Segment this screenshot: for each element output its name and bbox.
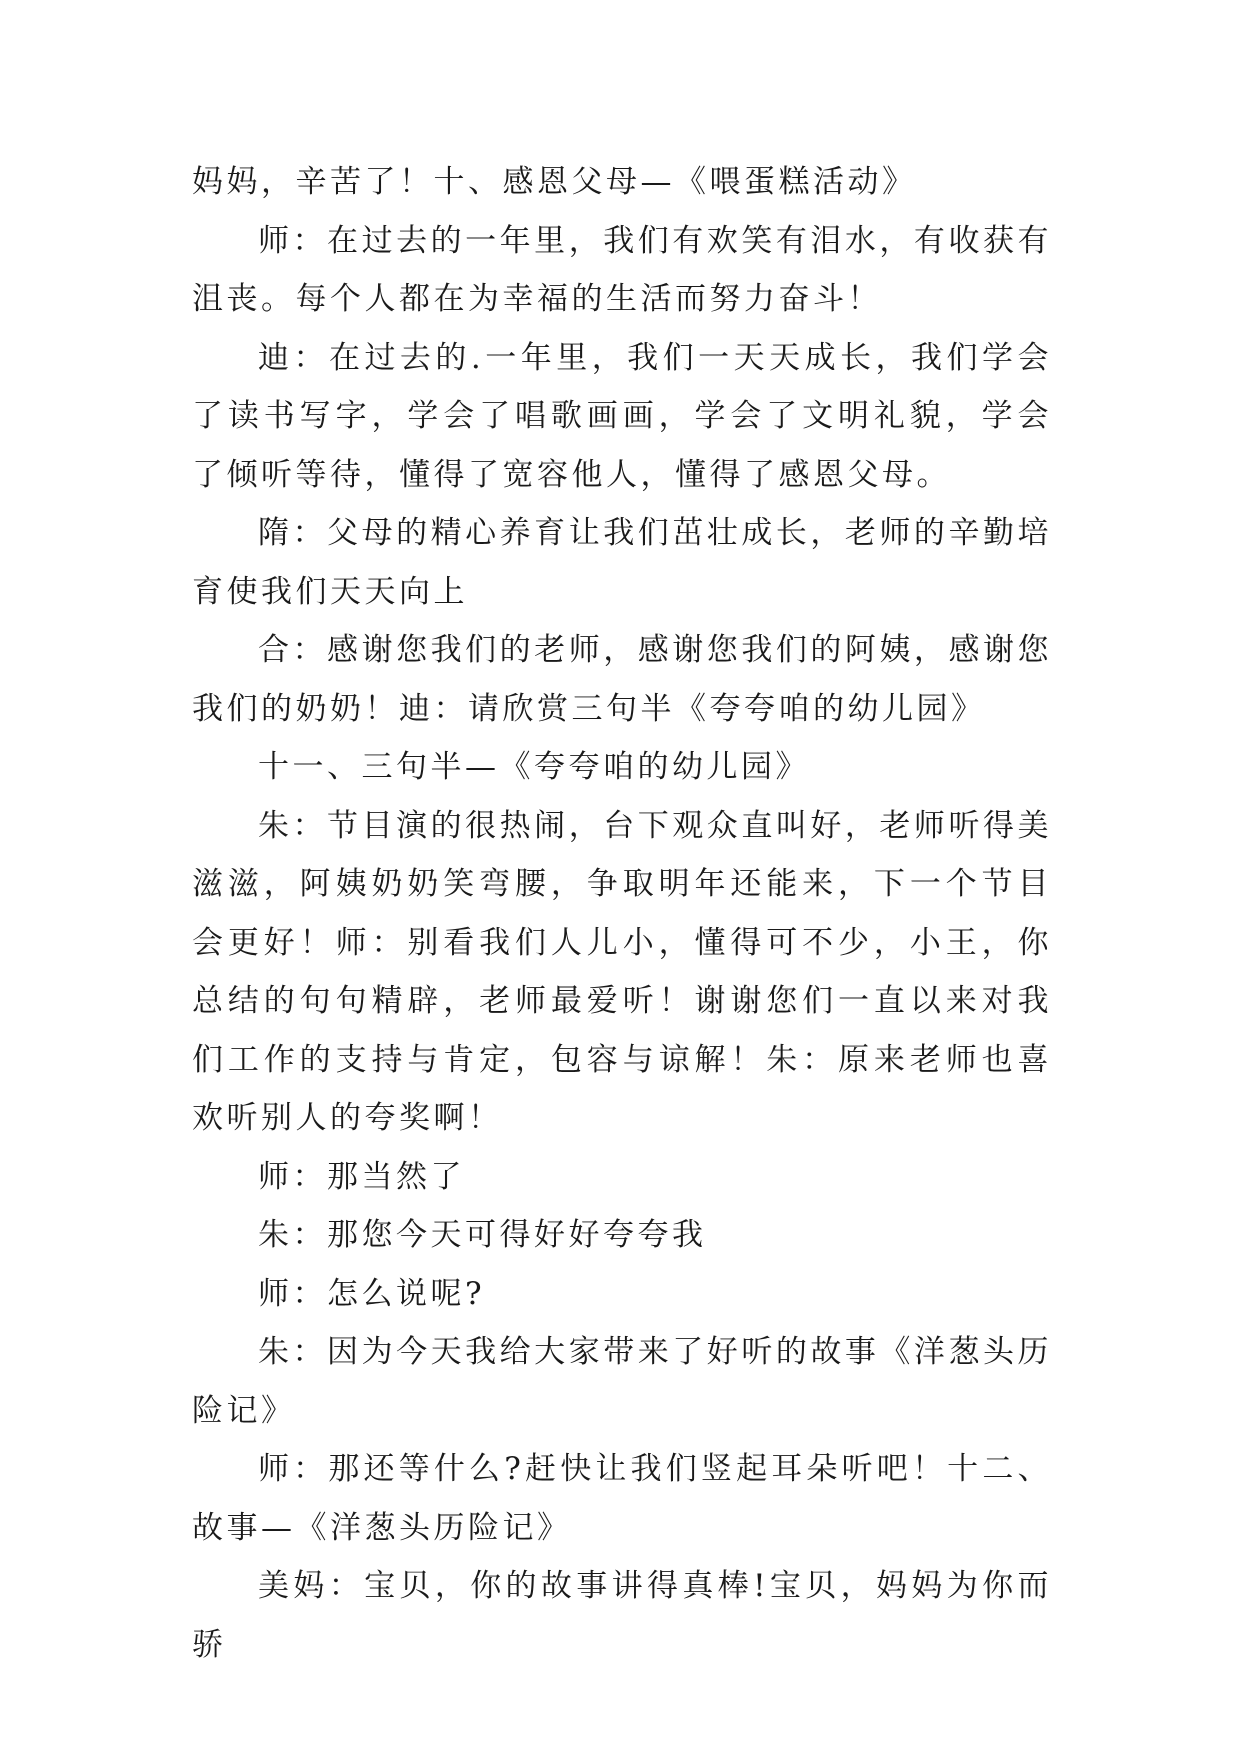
paragraph: 师：怎么说呢?: [258, 1275, 486, 1312]
paragraph: 十一、三句半—《夸夸咱的幼儿园》: [258, 749, 810, 785]
paragraph: 朱：节目演的很热闹，台下观众直叫好，老师听得美滋滋，阿姨奶奶笑弯腰，争取明年还能来，下一个节目会更好！师：别看我们人儿小，懂得可不少，小王，你总结的句句精辟，老师最爱听！谢谢您们一直以来对我们工作的支持与肯定，包容与谅解！朱：原来老师也喜欢听别人的夸奖啊！: [192, 807, 1052, 1136]
document-body: [192, 153, 1052, 1674]
paragraph: 朱：因为今天我给大家带来了好听的故事《洋葱头历险记》: [192, 1334, 1052, 1429]
paragraph: 隋：父母的精心养育让我们茁壮成长，老师的辛勤培育使我们天天向上: [192, 515, 1052, 610]
paragraph: 朱：那您今天可得好好夸夸我: [258, 1217, 707, 1253]
paragraph: 美妈：宝贝，你的故事讲得真棒!宝贝，妈妈为你而骄: [192, 1568, 1052, 1663]
paragraph: 迪：在过去的.一年里，我们一天天成长，我们学会了读书写字，学会了唱歌画画，学会了文明礼貌，学会了倾听等待，懂得了宽容他人，懂得了感恩父母。: [192, 339, 1052, 493]
paragraph: 妈妈，辛苦了！十、感恩父母—《喂蛋糕活动》: [192, 164, 917, 200]
paragraph: 合：感谢您我们的老师，感谢您我们的阿姨，感谢您我们的奶奶！迪：请欣赏三句半《夸夸咱的幼儿园》: [192, 632, 1052, 727]
paragraph: 师：那还等什么?赶快让我们竖起耳朵听吧！十二、故事—《洋葱头历险记》: [192, 1451, 1052, 1546]
paragraph: 师：那当然了: [258, 1158, 465, 1195]
paragraph: 师：在过去的一年里，我们有欢笑有泪水，有收获有沮丧。每个人都在为幸福的生活而努力奋斗！: [192, 222, 1052, 317]
